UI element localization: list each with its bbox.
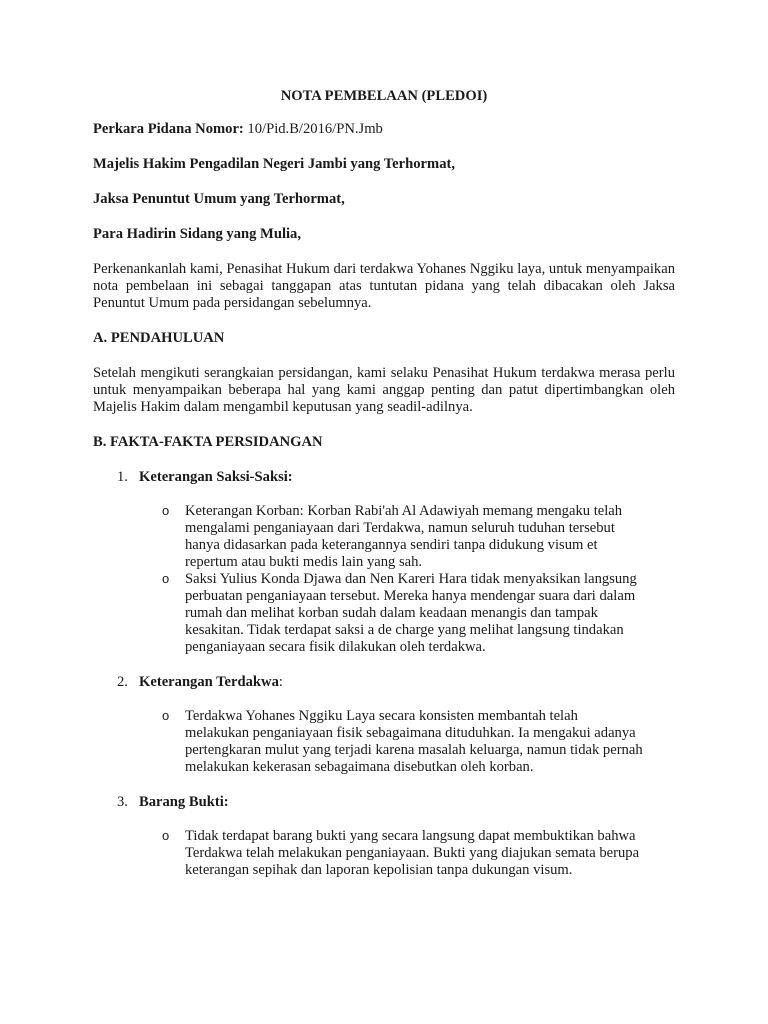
case-number-label: Perkara Pidana Nomor: — [93, 121, 244, 137]
fact-item — [93, 794, 675, 811]
section-a-paragraph: Setelah mengikuti serangkaian persidangan, kami selaku Penasihat Hukum terdakwa merasa perlu untuk menyampaikan beberapa hal yang kami anggap penting dan patut dipertimbangkan oleh Majelis Hakim dalam mengambil keputusan yang seadil-adilnya. — [93, 365, 675, 415]
greeting-prosecutor: Jaksa Penuntut Umum yang Terhormat, — [93, 191, 345, 207]
fact-item — [93, 674, 675, 691]
bullet-text: Tidak terdapat barang bukti yang secara langsung dapat membuktikan bahwa Terdakwa telah melakukan penganiayaan. Bukti yang diajukan semata berupa keterangan sepihak dan laporan kepolisian tanpa dukungan visum. — [185, 828, 640, 878]
section-b-heading: B. FAKTA-FAKTA PERSIDANGAN — [93, 434, 323, 450]
fact-item-label: Barang Bukti: — [139, 794, 229, 810]
fact-item-number: 2. — [117, 674, 128, 690]
case-number-value: 10/Pid.B/2016/PN.Jmb — [243, 121, 383, 137]
circle-bullet-icon: o — [162, 571, 170, 586]
bullet-item — [93, 571, 675, 656]
bullet-item — [93, 828, 675, 879]
fact-item-bullets — [93, 828, 675, 879]
circle-bullet-icon: o — [162, 503, 170, 518]
fact-item-number: 3. — [117, 794, 128, 810]
bullet-item — [93, 503, 675, 571]
circle-bullet-icon: o — [162, 708, 170, 723]
intro-paragraph: Perkenankanlah kami, Penasihat Hukum dari terdakwa Yohanes Nggiku laya, untuk menyampaikan nota pembelaan ini sebagai tanggapan atas tuntutan pidana yang telah dibacakan oleh Jaksa Penuntut Umum pada persidangan sebelumnya. — [93, 261, 675, 311]
document-title: NOTA PEMBELAAN (PLEDOI) — [280, 88, 488, 104]
fact-item-label: Keterangan Saksi-Saksi: — [139, 469, 293, 485]
document-page — [93, 88, 675, 897]
bullet-text: Terdakwa Yohanes Nggiku Laya secara konsisten membantah telah melakukan penganiayaan fisik sebagaimana dituduhkan. Ia mengakui adanya pertengkaran mulut yang terjadi karena masalah keluarga, namun tidak pernah melakukan kekerasan sebagaimana disebutkan oleh korban. — [185, 708, 643, 775]
fact-item — [93, 469, 675, 486]
case-number-line — [93, 121, 675, 138]
greeting-judges: Majelis Hakim Pengadilan Negeri Jambi yang Terhormat, — [93, 156, 455, 172]
bullet-text: Keterangan Korban: Korban Rabi'ah Al Adawiyah memang mengaku telah mengalami penganiayaan dari Terdakwa, namun seluruh tuduhan tersebut hanya didasarkan pada keterangannya sendiri tanpa didukung visum et repertum atau bukti medis lain yang sah. — [185, 503, 623, 570]
fact-item-bullets — [93, 503, 675, 656]
fact-item-label: Keterangan Terdakwa — [139, 674, 279, 690]
circle-bullet-icon: o — [162, 828, 170, 843]
fact-item-bullets — [93, 708, 675, 776]
fact-item-number: 1. — [117, 469, 128, 485]
section-a-heading: A. PENDAHULUAN — [93, 330, 225, 346]
bullet-item — [93, 708, 675, 776]
bullet-text: Saksi Yulius Konda Djawa dan Nen Kareri Hara tidak menyaksikan langsung perbuatan penganiayaan tersebut. Mereka hanya mendengar suara dari dalam rumah dan melihat korban sudah dalam keadaan menangis dan tampak kesakitan. Tidak terdapat saksi a de charge yang melihat langsung tindakan penganiayaan secara fisik dilakukan oleh terdakwa. — [185, 571, 637, 655]
fact-item-suffix: : — [278, 674, 283, 690]
greeting-audience: Para Hadirin Sidang yang Mulia, — [93, 226, 301, 242]
